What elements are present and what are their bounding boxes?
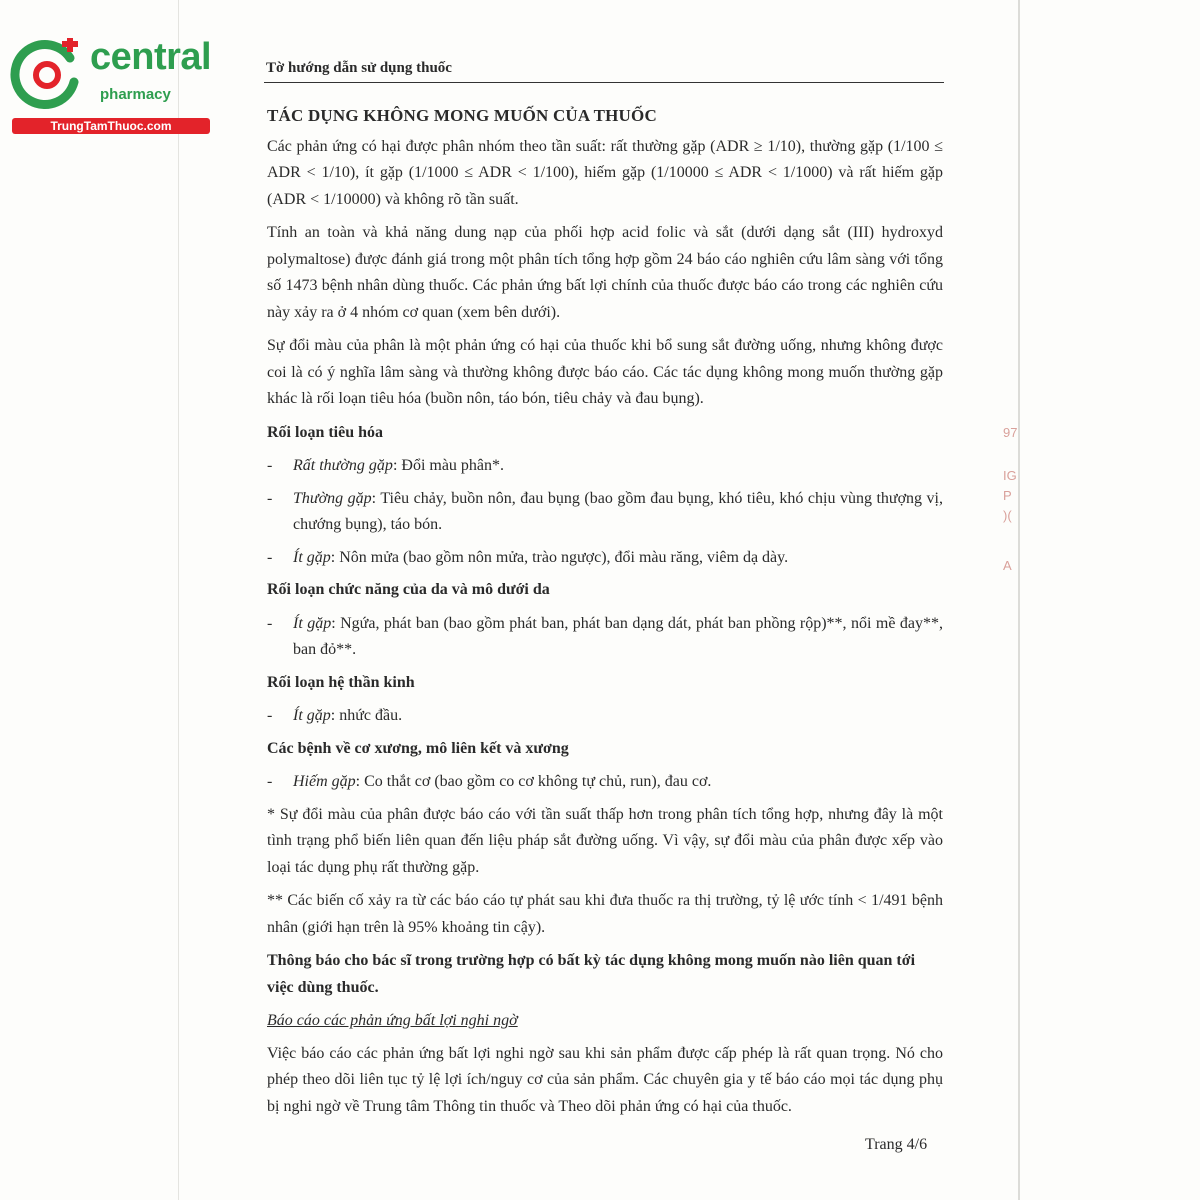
list-item	[267, 769, 943, 796]
adr-group	[267, 670, 943, 730]
item-text: : Đổi màu phân*.	[392, 457, 505, 474]
item-text: : Nôn mửa (bao gồm nôn mửa, trào ngược), đổi màu răng, viêm dạ dày.	[330, 548, 789, 566]
report-paragraph: Việc báo cáo các phản ứng bất lợi nghi ngờ sau khi sản phẩm được cấp phép là rất quan trọng. Nó cho phép theo dõi liên tục tỷ lệ lợi ích/nguy cơ của sản phẩm. Các chuyên gia y tế báo cáo mọi tác dụng phụ bị nghi ngờ về Trung tâm Thông tin thuốc và Theo dõi phản ứng có hại của thuốc.	[267, 1044, 943, 1115]
list-item	[267, 453, 943, 480]
adr-group	[267, 577, 943, 664]
intro-paragraph: Sự đổi màu của phân là một phản ứng có hại của thuốc khi bổ sung sắt đường uống, nhưng không được coi là có ý nghĩa lâm sàng và thường không được báo cáo. Các tác dụng không mong muốn thường gặp khác là rối loạn tiêu hóa (buồn nôn, táo bón, tiêu chảy và đau bụng).	[267, 337, 943, 407]
doctor-notice: Thông báo cho bác sĩ trong trường hợp có bất kỳ tác dụng không mong muốn nào liên quan tới việc dùng thuốc.	[267, 952, 916, 996]
item-text: : Tiêu chảy, buồn nôn, đau bụng (bao gồm đau bụng, khó tiêu, khó chịu vùng thượng vị, chướng bụng), táo bón.	[293, 489, 943, 533]
group-heading: Các bệnh về cơ xương, mô liên kết và xương	[267, 739, 569, 757]
frequency-term: Ít gặp	[293, 707, 331, 724]
intro-paragraph: Tính an toàn và khả năng dung nạp của phối hợp acid folic và sắt (dưới dạng sắt (III) hydroxyd polymaltose) được đánh giá trong một phân tích tổng hợp gồm 24 báo cáo nghiên cứu lâm sàng với tổng số 1473 bệnh nhân dùng thuốc. Các phản ứng bất lợi chính của thuốc được báo cáo trong các nghiên cứu này xảy ra ở 4 nhóm cơ quan (xem bên dưới).	[267, 224, 943, 321]
page-edge-right	[1018, 0, 1020, 1200]
bullet-dash: -	[267, 489, 273, 507]
scan-mark: 97	[1003, 425, 1018, 440]
list-item	[267, 545, 943, 572]
list-item	[267, 611, 943, 664]
bullet-dash: -	[267, 548, 273, 566]
adr-group	[267, 736, 943, 796]
page-number: Trang 4/6	[865, 1136, 928, 1153]
bullet-dash: -	[267, 457, 273, 474]
pharmacy-cross-icon	[10, 38, 84, 112]
scan-mark: )(	[1003, 508, 1012, 523]
section-title: TÁC DỤNG KHÔNG MONG MUỐN CỦA THUỐC	[267, 106, 657, 125]
group-heading: Rối loạn tiêu hóa	[267, 423, 384, 441]
adr-group	[267, 420, 943, 572]
item-text: : Co thắt cơ (bao gồm co cơ không tự chủ, run), đau cơ.	[355, 773, 712, 790]
list-item	[267, 486, 943, 539]
frequency-term: Hiếm gặp	[293, 773, 356, 790]
frequency-term: Ít gặp	[293, 614, 332, 632]
central-pharmacy-logo	[10, 38, 210, 138]
frequency-term: Rất thường gặp	[293, 457, 393, 474]
document-body	[267, 103, 943, 1127]
bullet-dash: -	[267, 773, 273, 790]
footnote: * Sự đổi màu của phân được báo cáo với tần suất thấp hơn trong phân tích tổng hợp, nhưng đây là một tình trạng phổ biến liên quan đến liệu pháp sắt đường uống. Vì vậy, sự đổi màu của phân được xếp vào loại tác dụng phụ rất thường gặp.	[267, 805, 943, 876]
header-rule	[264, 82, 944, 83]
logo-subtitle: pharmacy	[100, 86, 171, 103]
document-header: Tờ hướng dẫn sử dụng thuốc	[266, 60, 452, 76]
page-edge-left	[178, 0, 179, 1200]
group-heading: Rối loạn hệ thần kinh	[267, 673, 415, 691]
scan-mark: A	[1003, 558, 1012, 573]
logo-wordmark: central	[90, 36, 212, 78]
intro-paragraph: Các phản ứng có hại được phân nhóm theo tần suất: rất thường gặp (ADR ≥ 1/10), thường gặp (1/100 ≤ ADR < 1/10), ít gặp (1/1000 ≤ ADR < 1/100), hiếm gặp (1/10000 ≤ ADR < 1/1000) và rất hiếm gặp (ADR < 1/10000) và không rõ tần suất.	[267, 137, 943, 208]
frequency-term: Thường gặp	[293, 489, 372, 507]
list-item	[267, 703, 943, 730]
frequency-term: Ít gặp	[293, 548, 331, 566]
logo-site-banner: TrungTamThuoc.com	[12, 118, 210, 134]
bullet-dash: -	[267, 614, 273, 632]
footnote: ** Các biến cố xảy ra từ các báo cáo tự phát sau khi đưa thuốc ra thị trường, tỷ lệ ước tính < 1/491 bệnh nhân (giới hạn trên là 95% khoảng tin cậy).	[267, 892, 943, 936]
item-text: : nhức đầu.	[330, 707, 403, 724]
scan-mark: IG	[1003, 468, 1017, 483]
group-heading: Rối loạn chức năng của da và mô dưới da	[267, 581, 550, 598]
report-section-title: Báo cáo các phản ứng bất lợi nghi ngờ	[267, 1012, 518, 1029]
item-text: : Ngứa, phát ban (bao gồm phát ban, phát ban dạng dát, phát ban phồng rộp)**, nổi mề đay**, ban đỏ**.	[293, 614, 944, 658]
bullet-dash: -	[267, 707, 273, 724]
scan-mark: P	[1003, 488, 1012, 503]
